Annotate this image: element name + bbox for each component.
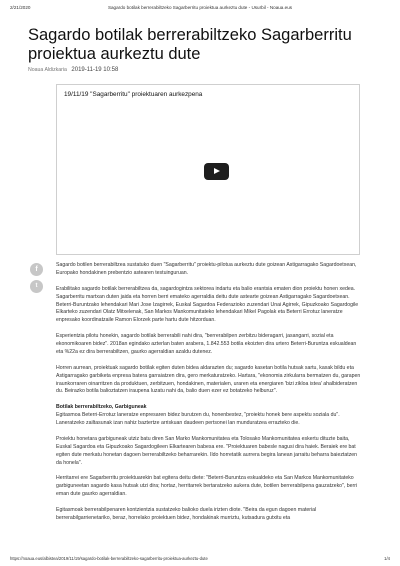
print-header [10,5,390,13]
print-footer [10,556,390,563]
page-url: https://noaua.eus/albistea/2019/11/19/sagardo-botilak-berrerabiltzeko-sagarberritu-proiektua-aurkeztu-dute [10,556,208,561]
paragraph: Proiektu honetara garbiguneak utziz batu diren San Marko Mankomunitatea eta Tolosako Mankomunitatea eskertu dituzte baita, Euskal Sagardoa eta Gipuzkoako Sagardogileen Elkartearen babesa ere. "Proiektuaren babesle nagusi dira haiek. Beraiek ere bat egiten dute merkatu honetan dagoen berrerabiltzeko beharrarekin. Ildo horretatik aurrera begira lanean jarraitu beharra baieztatzen da honela". [56,435,358,466]
paragraph: Herritarrei ere Sagarberritu proiektuarekin bat egitera deitu diete: "Beterri-Buruntza eskualdeko eta San Markos Mankomunitateko garbiguneetan sagardo kasa hutsak utzi dira; hortaz, herritarrek bertaratzeko aukera dute, botilen berrerabilpena gauzatzeko", berri eman dute gaurko agerraldian. [56,475,358,498]
article-headline: Sagardo botilak berrerabiltzeko Sagarberritu proiektua aurkeztu dute [28,26,352,63]
print-title: Sagardo botilak berrerabiltzeko Sagarberritu proiektua aurkeztu dute - Usurbil - Noaua.eus [107,5,293,10]
twitter-share-icon[interactable]: t [30,280,43,293]
subheading: Botilak berrerabiltzeko, Garbiguneak [56,404,147,411]
page-number: 1/4 [384,556,390,561]
facebook-share-icon[interactable]: f [30,263,43,276]
paragraph: Erabilitako sagardo botilak berrerabiltzea da, sagardogintza sektorea indartu eta balio erantsia ematen dion proiektu honen xedea. Sagarberritu martxan duten jaida eta horren berri emateko agerraldia deitu dute asteartе goizean Astigarragako Sagardoetxean. Beterri-Buruntzako lehendakari Mari Jose Izagirrek, Euskal Sagardoa Federazioko zuzendari Unai Agirrek, Gipuzkoako Sagardogile Elkarteko zuzendari Olatz Mitxelenak, San Markos Mankomunitateko lehendakari Mikel Pagolak eta Beterri Errotuz laneratze enpresako koordinatzaile Ramon Elorzek parte hartu dute hitzorduan. [56,285,359,324]
video-embed[interactable] [56,84,360,255]
byline [28,67,118,73]
author-name[interactable]: Noaua Aldizkaria [28,67,67,73]
paragraph: Esperientzia pilotu honekin, sagardo botilak berrerabili nahi dira, "berrerabilpen zerbitzu bideragarri, jasangarri, sozial eta ekonomikoaren bidez". 2018an egindako azterlan baten arabera, 1.842.553 botila ekoizten dira urtero Beterri-Buruntza eskualdean eta %22a ez dira berrerabiltzen, gaurko agerraldian azaldu dutenez. [56,333,357,355]
print-date: 2/21/2020 [10,5,31,10]
play-icon[interactable] [204,163,229,180]
paragraph: Horren aurrean, proiektuak sagardo botilak egiten duten bidea aldarazten du; sagardo kasetan botila hutsak sartu, kaxak bildu eta Astigarragako garbiketa enpresa batera garraiatzen dira, gero merkaturatzeko. Hartara, "ekonomia zirkularra bermatzen du, garapen iraunkorraren oinarritzen da produktuen, zerbitzuen, hondakinen, materialen, uraren eta energiaren 'bizi zikloa istea' ahalbideratzen du. Beirazko botila balioztatzen iraupena luzatu nahi da, balio duen ezer ez botatzeko helburuz". [56,364,361,395]
paragraph: Egitasmoa Beterri-Errotuz laneratze enpresaren bidez burutzen du, honenbestez, "proiektu honek bere aspektu soziala du". Laneratzeko zailtasunak izan nahiz baztertze arriskuan daudeen pertsonei lan munduratzea errazteko die. [56,412,340,427]
article-body [56,262,362,531]
publish-date: 2019-11-19 10:58 [71,67,119,73]
paragraph: Sagardo botilen berrerabiltzea sustatuko duen "Sagarberritu" proiektu-pilotua aurkeztu dute goizean Astigarragako Sagardoetxean, Europako hondakinen prebentzio astearen testuinguruan. [56,262,357,276]
video-title[interactable]: 19/11/19 "Sagarberritu" proiektuaren aurkezpena [64,91,203,98]
paragraph: Egitasmoak berrerabilpenaren kontzientzia sustatzeko balioko duela irizten diote. "Beira da egun dagoen material berrerabilgarrienetariko, beraz, horrelako proiektuen bidez, hondakinak murriztu, kutsadura gutxitu eta [56,506,317,521]
